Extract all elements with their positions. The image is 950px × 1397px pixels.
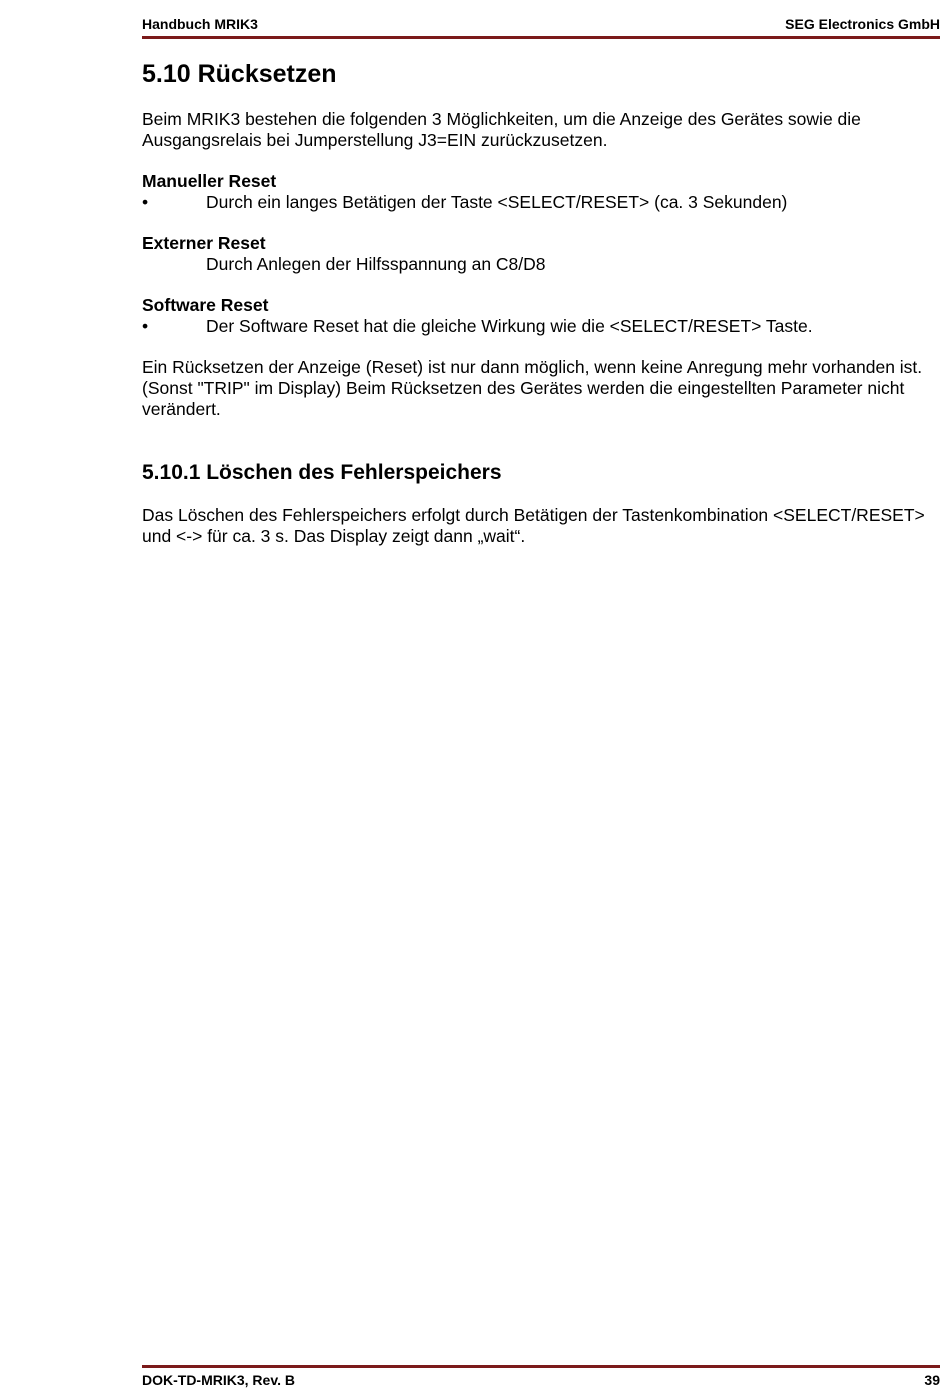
subsection-title: 5.10.1 Löschen des Fehlerspeichers	[142, 461, 502, 484]
page-header	[142, 16, 940, 34]
page-footer	[142, 1372, 940, 1390]
manual-reset-title: Manueller Reset	[142, 171, 277, 191]
external-reset-block	[142, 233, 932, 275]
manual-reset-item	[142, 192, 932, 213]
software-reset-title: Software Reset	[142, 295, 269, 315]
footer-doc-id: DOK-TD-MRIK3, Rev. B	[142, 1372, 295, 1388]
page-content	[142, 58, 932, 567]
subsection-text: Das Löschen des Fehlerspeichers erfolgt durch Betätigen der Tastenkombination <SELECT/RESET> und <-> für ca. 3 s. Das Display zeigt dann „wait“.	[142, 505, 925, 546]
section-intro: Beim MRIK3 bestehen die folgenden 3 Möglichkeiten, um die Anzeige des Gerätes sowie die Ausgangsrelais bei Jumperstellung J3=EIN zurückzusetzen.	[142, 109, 861, 150]
footer-divider	[142, 1365, 940, 1368]
page-number: 39	[924, 1372, 940, 1388]
spacer	[142, 440, 932, 460]
bullet-icon: •	[142, 316, 149, 336]
bullet-icon: •	[142, 192, 149, 212]
external-reset-title: Externer Reset	[142, 233, 266, 253]
header-company: SEG Electronics GmbH	[785, 16, 940, 32]
reset-note: Ein Rücksetzen der Anzeige (Reset) ist nur dann möglich, wenn keine Anregung mehr vorhanden ist. (Sonst "TRIP" im Display) Beim Rücksetzen des Gerätes werden die eingestellten Parameter nicht verändert.	[142, 357, 923, 419]
software-reset-text: Der Software Reset hat die gleiche Wirkung wie die <SELECT/RESET> Taste.	[206, 316, 813, 336]
header-manual-title: Handbuch MRIK3	[142, 16, 258, 32]
header-divider	[142, 36, 940, 39]
external-reset-text: Durch Anlegen der Hilfsspannung an C8/D8	[206, 254, 546, 274]
manual-reset-text: Durch ein langes Betätigen der Taste <SELECT/RESET> (ca. 3 Sekunden)	[206, 192, 788, 212]
software-reset-item	[142, 316, 932, 337]
section-title: 5.10 Rücksetzen	[142, 60, 337, 88]
manual-reset-block	[142, 171, 932, 213]
software-reset-block	[142, 295, 932, 337]
